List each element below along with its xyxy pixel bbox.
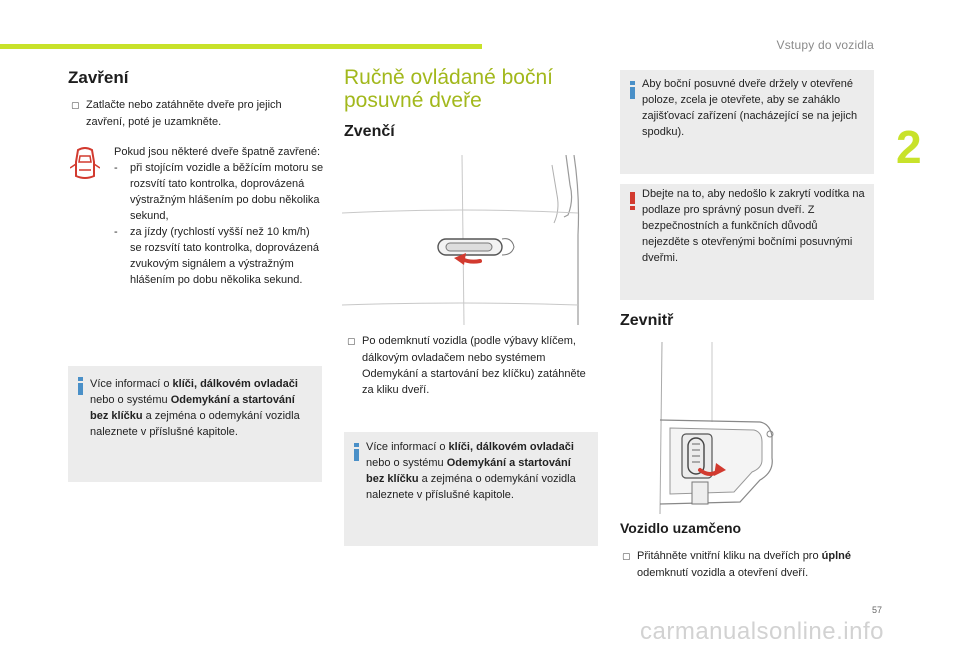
info-box-col3: [620, 70, 874, 300]
info-icon: [354, 443, 359, 461]
info-icon: [630, 81, 635, 99]
open-door-warning-icon: [70, 146, 100, 182]
closing-instruction: ▢ Zatlačte nebo zatáhněte dveře pro jejich zavření, poté je uzamkněte.: [71, 99, 282, 128]
heading-sliding-doors: Ručně ovládané boční posuvné dveře: [344, 66, 553, 112]
info-text-col1: Více informací o klíči, dálkovém ovladači nebo o systému Odemykání a startování bez klíčku a zejména o odemykání vozidla naleznete v příslušné kapitole.: [90, 378, 300, 438]
checkbox-bullet-icon: ▢: [347, 337, 356, 347]
heading-closing: Zavření: [68, 68, 129, 87]
warning-icon: [630, 192, 635, 210]
section-title: Vstupy do vozidla: [776, 38, 874, 52]
page-number: 57: [872, 605, 883, 615]
header-accent-bar: [0, 44, 482, 49]
list-item: - za jízdy (rychlostí vyšší než 10 km/h) se rozsvítí tato kontrolka, doprovázená zvukovým signálem a výstražným hlášením po dobu několika sekund.: [114, 226, 319, 286]
door-warning-text: [114, 144, 324, 288]
checkbox-bullet-icon: ▢: [622, 552, 631, 562]
box-separator: [620, 174, 874, 184]
heading-inside: Zevnitř: [620, 312, 674, 329]
outside-instruction: ▢ Po odemknutí vozidla (podle výbavy klíčem, dálkovým ovladačem nebo systémem Odemykání a startování bez klíčku) zatáhněte za kliku dveří.: [347, 335, 586, 396]
info-box-col1: [68, 366, 322, 482]
info-box-col2: [344, 432, 598, 546]
latch-info-text: Aby boční posuvné dveře držely v otevřené poloze, zcela je otevřete, aby se zaháklo zajišťovací zařízení (nacházející se na jejich spodku).: [642, 78, 858, 138]
chapter-number: 2: [896, 121, 922, 173]
exterior-handle-illustration: [342, 155, 597, 325]
info-text-col2: Více informací o klíči, dálkovém ovladači nebo o systému Odemykání a startování bez klíčku a zejména o odemykání vozidla naleznete v příslušné kapitole.: [366, 441, 576, 501]
list-item: - při stojícím vozidle a běžícím motoru se rozsvítí tato kontrolka, doprovázená výstražným hlášením po dobu několika sekund,: [114, 162, 324, 222]
heading-vehicle-locked: Vozidlo uzamčeno: [620, 520, 742, 536]
heading-outside: Zvenčí: [344, 123, 395, 140]
rail-warning-text: Dbejte na to, aby nedošlo k zakrytí vodítka na podlaze pro správný posun dveří. Z bezpečnostních a funkčních důvodů nejezděte s otevřenými bočními posuvnými dveřmi.: [642, 188, 865, 264]
interior-handle-illustration: [642, 342, 780, 514]
info-icon: [78, 377, 83, 395]
locked-instruction: ▢ Přitáhněte vnitřní kliku na dveřích pro úplné odemknutí vozidla a otevření dveří.: [622, 550, 851, 579]
door-warning-intro: Pokud jsou některé dveře špatně zavřené:: [114, 146, 321, 158]
checkbox-bullet-icon: ▢: [71, 101, 80, 111]
watermark: carmanualsonline.info: [640, 618, 884, 645]
